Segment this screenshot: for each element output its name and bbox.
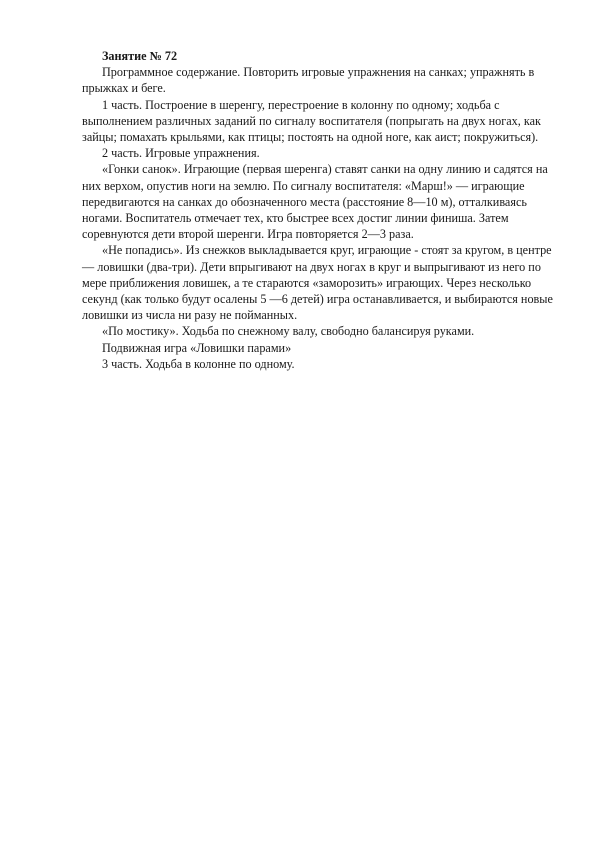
document-body — [82, 48, 560, 372]
part-two-heading: 2 часть. Игровые упражнения. — [102, 146, 260, 161]
part-three-paragraph: 3 часть. Ходьба в колонне по одному. — [102, 356, 295, 371]
program-content-paragraph: Программное содержание. Повторить игровые упражнения на санках; упражнять в прыжках и беге. — [82, 65, 535, 96]
part-one-paragraph: 1 часть. Построение в шеренгу, перестроение в колонну по одному; ходьба с выполнением различных заданий по сигналу воспитателя (попрыгать на двух ногах, как зайцы; помахать крыльями, как птицы; постоять на одной ноге, как аист; покружиться). — [82, 97, 541, 145]
sled-race-paragraph: «Гонки санок». Играющие (первая шеренга) ставят санки на одну линию и садятся на них верхом, опустив ноги на землю. По сигналу воспитателя: «Марш!» — играющие передвигаются на санках до обозначенного места (расстояние 8—10 м), отталкиваясь ногами. Воспитатель отмечает тех, кто быстрее всех достиг линии финиша. Затем соревнуются дети второй шеренги. Игра повторяется 2—3 раза. — [82, 162, 548, 242]
dont-get-caught-paragraph: «Не попадись». Из снежков выкладывается круг, играющие - стоят за кругом, в центре — ловишки (два-три). Дети впрыгивают на двух ногах в круг и выпрыгивают из него по мере приближения ловишек, а те стараются «заморозить» играющих. Через несколько секунд (как только будут осалены 5 —6 детей) игра останавливается, и выбираются новые ловишки из числа ни разу не пойманных. — [82, 243, 553, 323]
outdoor-game-paragraph: Подвижная игра «Ловишки парами» — [102, 340, 292, 355]
bridge-paragraph: «По мостику». Ходьба по снежному валу, свободно балансируя руками. — [102, 324, 475, 339]
lesson-title: Занятие № 72 — [102, 49, 178, 63]
